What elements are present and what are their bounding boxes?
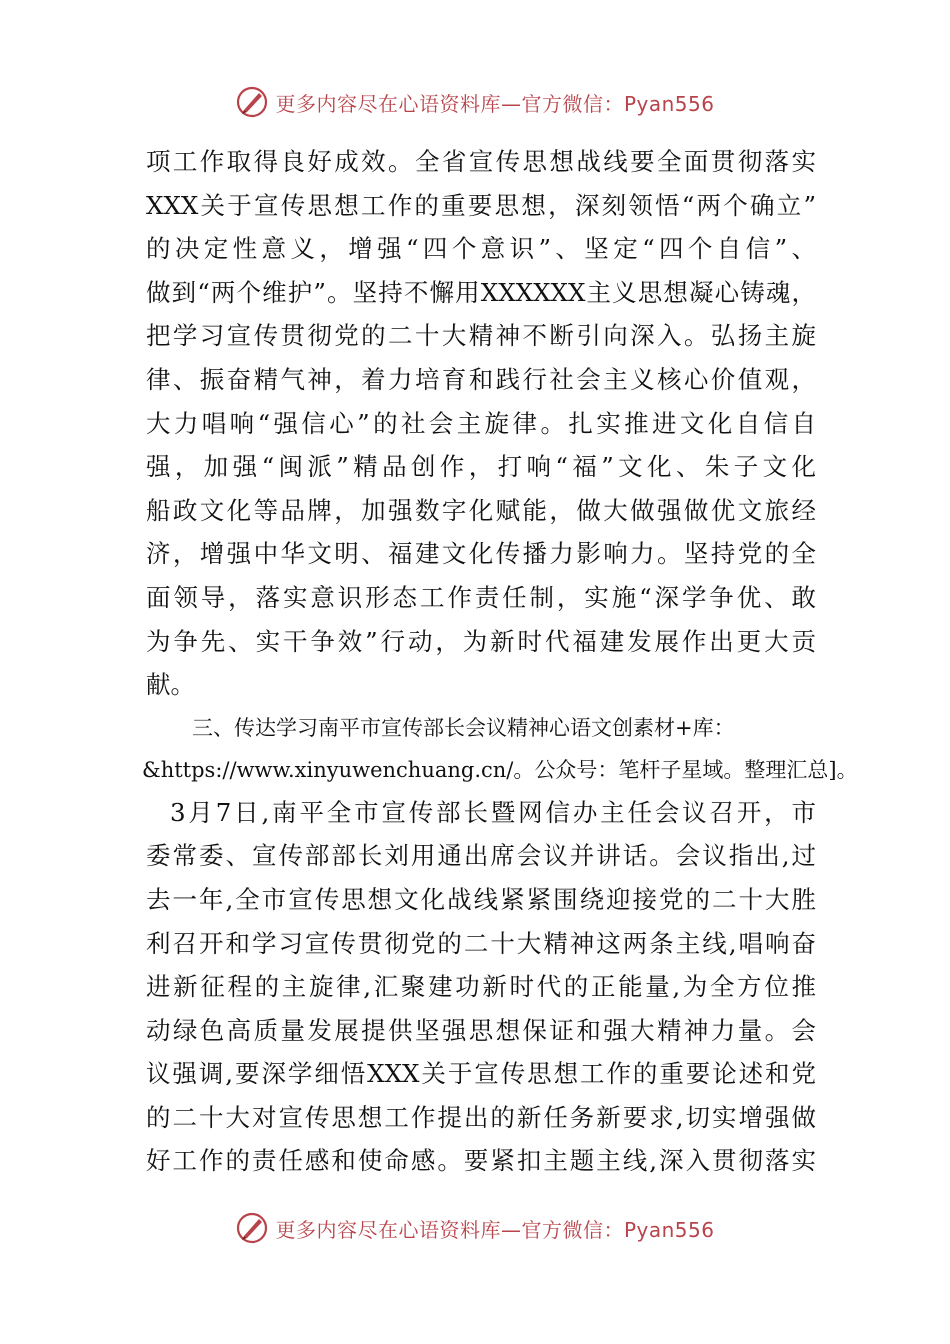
paragraph-line: 强，加强“闽派”精品创作，打响“福”文化、朱子文化 — [146, 452, 816, 482]
paragraph-line: 去一年,全市宣传思想文化战线紧紧围绕迎接党的二十大胜 — [146, 884, 816, 914]
banner-text: 更多内容尽在心语资料库—官方微信：Pyan556 — [275, 91, 715, 116]
banner-text: 更多内容尽在心语资料库—官方微信：Pyan556 — [275, 1217, 715, 1242]
paragraph-line: 大力唱响“强信心”的社会主旋律。扎实推进文化自信自 — [146, 408, 816, 438]
footer-watermark-banner — [0, 1208, 950, 1248]
paragraph-line: 3月7日,南平全市宣传部长暨网信办主任会议召开，市 — [170, 797, 816, 827]
document-body — [142, 140, 858, 1183]
paragraph-line: 面领导，落实意识形态工作责任制，实施“深学争优、敢 — [146, 582, 816, 612]
paragraph-line: 动绿色高质量发展提供坚强思想保证和强大精神力量。会 — [146, 1015, 816, 1045]
paragraph-line: 献。 — [146, 670, 195, 700]
paragraph-line: 的二十大对宣传思想工作提出的新任务新要求,切实增强做 — [146, 1102, 816, 1132]
paragraph-line: 进新征程的主旋律,汇聚建功新时代的正能量,为全方位推 — [146, 972, 816, 1002]
paragraph-line: 律、振奋精气神，着力培育和践行社会主义核心价值观， — [146, 364, 816, 394]
paragraph-line: 把学习宣传贯彻党的二十大精神不断引向深入。弘扬主旋 — [146, 321, 816, 351]
pen-circle-logo-icon — [235, 1211, 269, 1245]
paragraph-line: 委常委、宣传部部长刘用通出席会议并讲话。会议指出,过 — [146, 841, 816, 871]
pen-circle-logo-icon — [235, 85, 269, 119]
paragraph-line: 为争先、实干争效”行动，为新时代福建发展作出更大贡 — [146, 626, 816, 656]
header-watermark-banner — [0, 82, 950, 122]
paragraph-line: 议强调,要深学细悟XXX关于宣传思想工作的重要论述和党 — [146, 1059, 816, 1089]
paragraph-line: 利召开和学习宣传贯彻党的二十大精神这两条主线,唱响奋 — [146, 928, 816, 958]
paragraph-line: 做到“两个维护”。坚持不懈用XXXXXX主义思想凝心铸魂， — [146, 277, 816, 307]
paragraph-line: XXX关于宣传思想工作的重要思想，深刻领悟“两个确立” — [146, 190, 816, 220]
paragraph-line: 船政文化等品牌，加强数字化赋能，做大做强做优文旅经 — [146, 495, 816, 525]
paragraph-line: 好工作的责任感和使命感。要紧扣主题主线,深入贯彻落实 — [146, 1146, 816, 1176]
paragraph-line: 济，增强中华文明、福建文化传播力影响力。坚持党的全 — [146, 539, 816, 569]
section-heading-url-line: &https://www.xinyuwenchuang.cn/。公众号：笔杆子星域。整理汇总]。 — [142, 757, 858, 782]
section-heading: 三、传达学习南平市宣传部长会议精神心语文创素材+库： — [192, 715, 735, 740]
paragraph-line: 项工作取得良好成效。全省宣传思想战线要全面贯彻落实 — [146, 147, 816, 176]
paragraph-line: 的决定性意义，增强“四个意识”、坚定“四个自信”、 — [146, 234, 816, 264]
